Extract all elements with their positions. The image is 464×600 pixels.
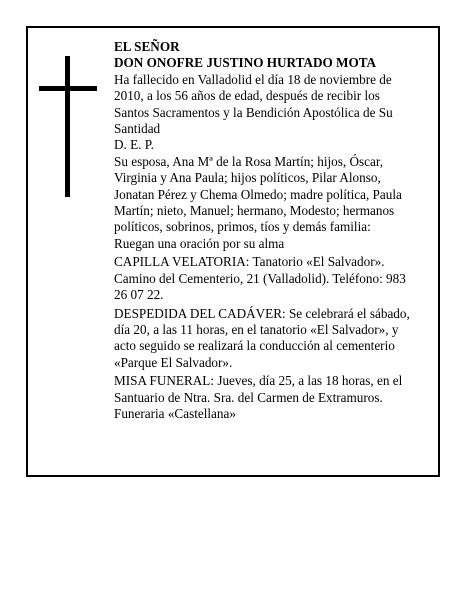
family-list: Su esposa, Ana Mª de la Rosa Martín; hijos, Óscar, Virginia y Ana Paula; hijos políticos, Pilar Alonso, Jonatan Pérez y Chema Olmedo; madre política, Paula Martín; nieto, Manuel; hermano, Modesto; hermanos políticos, sobrinos, primos, tíos y demás familia: [114, 153, 402, 235]
deceased-name: DON ONOFRE JUSTINO HURTADO MOTA [114, 55, 377, 71]
funeral-home: Funeraria «Castellana» [114, 405, 236, 421]
obituary-text [114, 39, 414, 424]
farewell-info: DESPEDIDA DEL CADÁVER: Se celebrará el sábado, día 20, a las 11 horas, en el tanatorio «El Salvador», y acto seguido se realizará la conducción al cementerio «Parque El Salvador». [114, 305, 410, 370]
prayer-request: Ruegan una oración por su alma [114, 235, 285, 251]
chapel-info: CAPILLA VELATORIA: Tanatorio «El Salvador». Camino del Cementerio, 21 (Valladolid). Teléfono: 983 26 07 22. [114, 254, 406, 303]
rip-line: D. E. P. [114, 137, 154, 153]
notice-title: EL SEÑOR [114, 39, 180, 54]
cross-icon [65, 56, 70, 197]
cross-icon-crossbar [39, 86, 97, 91]
death-statement: Ha fallecido en Valladolid el día 18 de noviembre de 2010, a los 56 años de edad, después de recibir los Santos Sacramentos y la Bendición Apostólica de Su Santidad [114, 71, 393, 137]
mass-info: MISA FUNERAL: Jueves, día 25, a las 18 horas, en el Santuario de Ntra. Sra. del Carmen de Extramuros. [114, 373, 403, 405]
